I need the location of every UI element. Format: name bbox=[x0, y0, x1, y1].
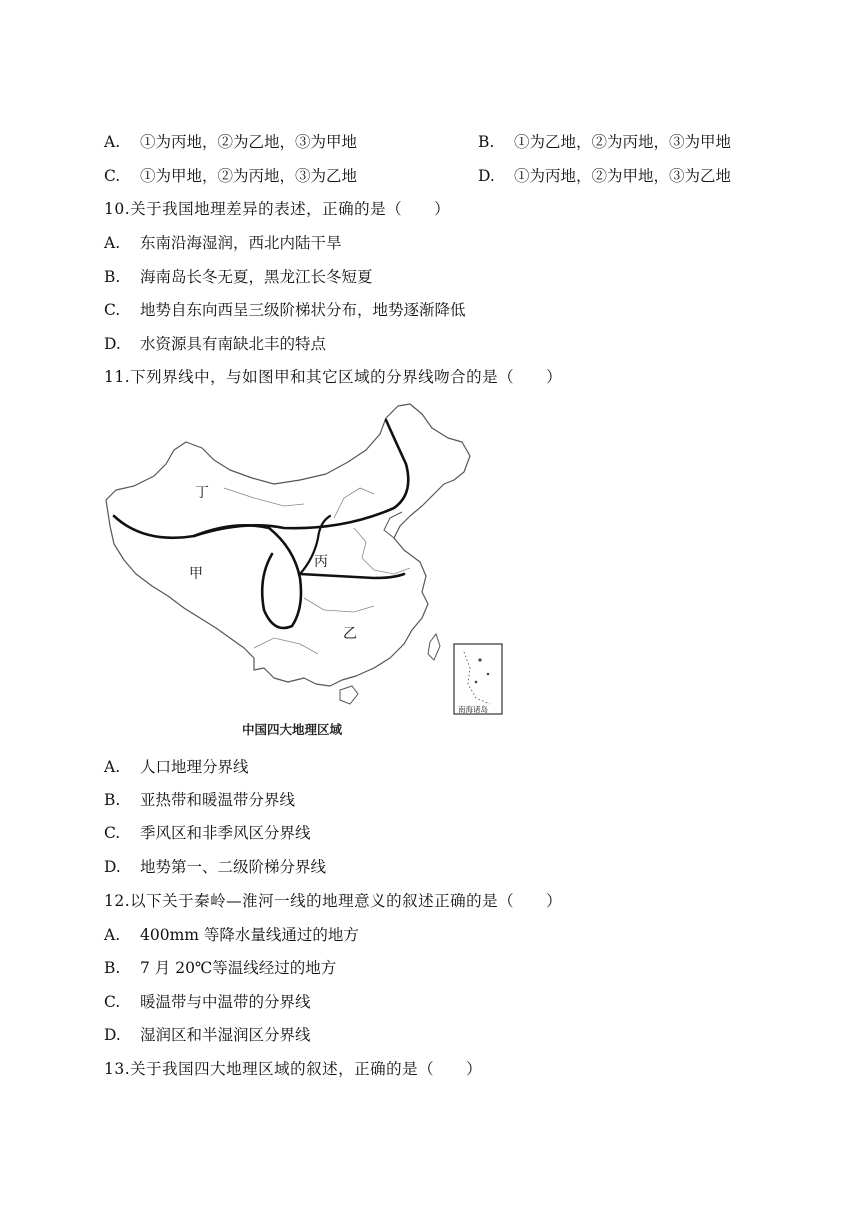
option-text: 400mm 等降水量线通过的地方 bbox=[140, 926, 359, 944]
inset-label: 南海诸岛 bbox=[458, 705, 488, 714]
province-detail bbox=[304, 598, 374, 612]
province-detail bbox=[254, 638, 318, 654]
option-text: 季风区和非季风区分界线 bbox=[140, 824, 311, 842]
option-text: ①为丙地，②为甲地，③为乙地 bbox=[514, 167, 732, 185]
map-caption: 中国四大地理区域 bbox=[242, 722, 343, 737]
q12-option-c bbox=[104, 992, 311, 1012]
option-letter: A. bbox=[104, 234, 121, 252]
hainan-island bbox=[340, 686, 358, 704]
q10-option-c bbox=[104, 300, 466, 320]
option-letter: D. bbox=[104, 335, 121, 353]
bohai-coast bbox=[384, 512, 402, 538]
option-text: 湿润区和半湿润区分界线 bbox=[140, 1026, 311, 1044]
option-letter: D. bbox=[478, 167, 495, 185]
option-text: ①为丙地，②为乙地，③为甲地 bbox=[140, 133, 358, 151]
option-letter: B. bbox=[104, 959, 121, 977]
q11-option-a bbox=[104, 757, 249, 777]
inset-dotted-line bbox=[464, 652, 490, 704]
option-letter: D. bbox=[104, 858, 121, 876]
inset-island bbox=[487, 673, 490, 676]
q13-stem: 13.关于我国四大地理区域的叙述，正确的是（ ） bbox=[104, 1060, 483, 1078]
q11-stem: 11.下列界线中，与如图甲和其它区域的分界线吻合的是（ ） bbox=[104, 368, 563, 386]
q11-option-c bbox=[104, 823, 311, 843]
option-text: 东南沿海湿润，西北内陆干旱 bbox=[140, 234, 342, 252]
q9-option-a bbox=[104, 132, 357, 152]
q9-option-d bbox=[478, 166, 731, 186]
option-letter: A. bbox=[104, 758, 121, 776]
option-text: 水资源具有南缺北丰的特点 bbox=[140, 335, 327, 353]
q11-option-b bbox=[104, 790, 295, 810]
region-label-ding: 丁 bbox=[195, 485, 209, 501]
q9-option-b bbox=[478, 132, 731, 152]
province-detail bbox=[354, 528, 410, 574]
q10-option-d bbox=[104, 334, 326, 354]
q12-option-b bbox=[104, 958, 336, 978]
china-outline bbox=[106, 404, 470, 686]
q10-option-b bbox=[104, 267, 373, 287]
province-detail bbox=[224, 488, 304, 506]
q10-stem: 10.关于我国地理差异的表述，正确的是（ ） bbox=[104, 200, 451, 218]
option-letter: A. bbox=[104, 133, 121, 151]
option-letter: B. bbox=[104, 268, 121, 286]
boundary-qinling-huaihe bbox=[300, 574, 404, 578]
q9-option-c bbox=[104, 166, 357, 186]
option-letter: A. bbox=[104, 926, 121, 944]
option-letter: C. bbox=[104, 824, 121, 842]
option-text: ①为乙地，②为丙地，③为甲地 bbox=[514, 133, 732, 151]
inset-island bbox=[475, 681, 478, 684]
q12-option-d bbox=[104, 1025, 311, 1045]
china-regions-map bbox=[104, 398, 536, 744]
q12-stem: 12.以下关于秦岭—淮河一线的地理意义的叙述正确的是（ ） bbox=[104, 892, 563, 910]
inset-island bbox=[478, 658, 481, 661]
province-detail bbox=[334, 488, 374, 518]
boundary-qinghai-tibet bbox=[194, 525, 301, 628]
taiwan-island bbox=[428, 634, 440, 660]
option-letter: C. bbox=[104, 301, 121, 319]
q10-option-a bbox=[104, 233, 342, 253]
option-text: 7 月 20℃等温线经过的地方 bbox=[140, 959, 337, 977]
option-text: 地势自东向西呈三级阶梯状分布，地势逐渐降低 bbox=[140, 301, 466, 319]
option-letter: C. bbox=[104, 993, 121, 1011]
option-text: 亚热带和暖温带分界线 bbox=[140, 791, 296, 809]
option-letter: C. bbox=[104, 167, 121, 185]
option-text: ①为甲地，②为丙地，③为乙地 bbox=[140, 167, 358, 185]
region-label-bing: 丙 bbox=[314, 554, 328, 570]
region-label-yi: 乙 bbox=[343, 626, 357, 642]
option-letter: B. bbox=[478, 133, 495, 151]
option-letter: D. bbox=[104, 1026, 121, 1044]
option-text: 地势第一、二级阶梯分界线 bbox=[140, 858, 327, 876]
boundary-north-northwest bbox=[114, 420, 408, 538]
region-label-jia: 甲 bbox=[189, 566, 203, 582]
option-text: 暖温带与中温带的分界线 bbox=[140, 993, 311, 1011]
q11-option-d bbox=[104, 857, 326, 877]
q12-option-a bbox=[104, 925, 359, 945]
option-text: 人口地理分界线 bbox=[140, 758, 249, 776]
option-letter: B. bbox=[104, 791, 121, 809]
option-text: 海南岛长冬无夏，黑龙江长冬短夏 bbox=[140, 268, 373, 286]
